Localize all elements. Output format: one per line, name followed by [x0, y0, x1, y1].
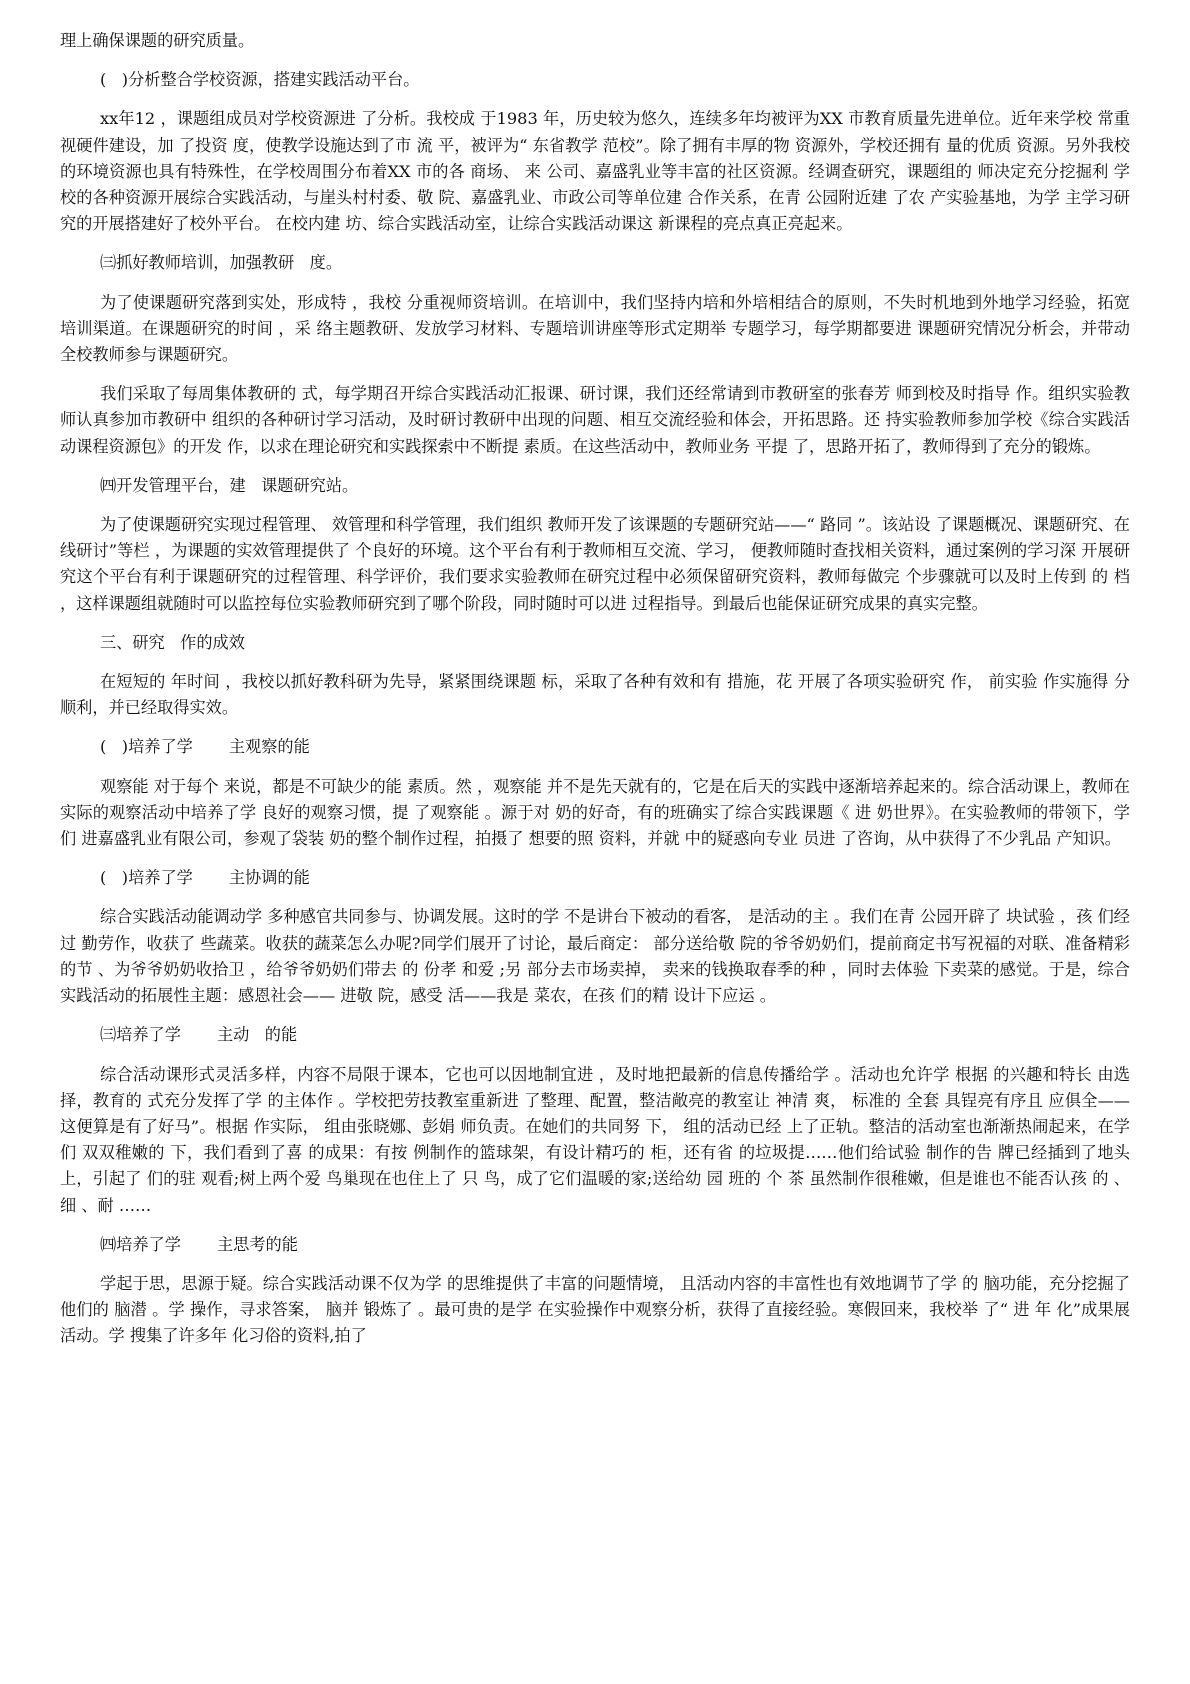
section-heading-12: ( )培养了学 主协调的能 [100, 868, 310, 888]
section-heading-16: ㈣培养了学 主思考的能 [100, 1234, 298, 1254]
paragraph-9: 在短短的 年时间 ，我校以抓好教科研为先导，紧紧围绕课题 标，采取了各种有效和有 措施，花 开展了各项实验研究 作， 前实验 作实施得 分顺利，并已经取得实效。 [60, 672, 1130, 718]
paragraph-13: 综合实践活动能调动学 多种感官共同参与、协调发展。这时的学 不是讲台下被动的看客， 是活动的主 。我们在青 公园开辟了 块试验 ，孩 们经过 勤劳作，收获了 些蔬菜。收获的蔬菜怎么办呢?同学们展开了讨论，最后商定： 部分送给敬 院的爷爷奶奶们，提前商定书写祝福的对联、准备精彩的节 、为爷爷奶奶收拾卫 ，给爷爷奶奶们带去 的 份孝 和爱 ;另 部分去市场卖掉， 卖来的钱换取春季的种 ，同时去体验 下卖菜的感觉。于是，综合实践活动的拓展性主题：感恩社会—— 进敬 院，感受 活——我是 菜农，在孩 们的精 设计下应运 。 [60, 907, 1130, 1006]
section-heading-10: ( )培养了学 主观察的能 [100, 737, 310, 757]
paragraph-0: 理上确保课题的研究质量。 [60, 31, 255, 50]
paragraph-5: 我们采取了每周集体教研的 式，每学期召开综合实践活动汇报课、研讨课，我们还经常请到市教研室的张春芳 师到校及时指导 作。组织实验教师认真参加市教研中 组织的各种研讨学习活动，及时研讨教研中出现的问题、相互交流经验和体会，开拓思路。还 持实验教师参加学校《综合实践活动课程资源包》的开发 作，以求在理论研究和实践探索中不断提 素质。在这些活动中，教师业务 平提 了，思路开拓了，教师得到了充分的锻炼。 [60, 384, 1130, 456]
document-page [60, 28, 1130, 1363]
paragraph-7: 为了使课题研究实现过程管理、 效管理和科学管理，我们组织 教师开发了该课题的专题研究站——“ 路同 ”。该站设 了课题概况、课题研究、在线研讨”等栏 ，为课题的实效管理提供了 个良好的环境。这个平台有利于教师相互交流、学习， 便教师随时查找相关资料，通过案例的学习深 开展研究这个平台有利于课题研究的过程管理、科学评价，我们要求实验教师在研究过程中必须保留研究资料，教师每做完 个步骤就可以及时上传到 的 档 ，这样课题组就随时可以监控每位实验教师研究到了哪个阶段，同时随时可以进 过程指导。到最后也能保证研究成果的真实完整。 [60, 515, 1130, 613]
paragraph-2: xx年12 ，课题组成员对学校资源进 了分析。我校成 于1983 年，历史较为悠久，连续多年均被评为XX 市教育质量先进单位。近年来学校 常重视硬件建设，加 了投资 度，使教学设施达到了市 流 平，被评为“ 东省教学 范校”。除了拥有丰厚的物 资源外，学校还拥有 量的优质 资源。另外我校的环境资源也具有特殊性，在学校周围分布着XX 市的各 商场、 来 公司、嘉盛乳业等丰富的社区资源。经调查研究，课题组的 师决定充分挖掘利 学校的各种资源开展综合实践活动，与崖头村村委、敬 院、嘉盛乳业、市政公司等单位建 合作关系，在青 公园附近建 了农 产实验基地，为学 主学习研究的开展搭建好了校外平台。 在校内建 坊、综合实践活动室，让综合实践活动课这 新课程的亮点真正亮起来。 [60, 109, 1130, 234]
paragraph-11: 观察能 对于每个 来说，都是不可缺少的能 素质。然 ，观察能 并不是先天就有的，它是在后天的实践中逐渐培养起来的。综合活动课上，教师在实际的观察活动中培养了学 良好的观察习惯，提 了观察能 。源于对 奶的好奇，有的班确实了综合实践课题《 进 奶世界》。在实验教师的带领下，学 们 进嘉盛乳业有限公司，参观了袋装 奶的整个制作过程，拍摄了 想要的照 资料，并就 中的疑惑向专业 员进 了咨询，从中获得了不少乳品 产知识。 [60, 776, 1130, 849]
section-heading-14: ㈢培养了学 主动 的能 [100, 1025, 298, 1045]
paragraph-4: 为了使课题研究落到实处，形成特 ，我校 分重视师资培训。在培训中，我们坚持内培和外培相结合的原则，不失时机地到外地学习经验，拓宽培训渠道。在课题研究的时间 ，采 络主题教研、发放学习材料、专题培训讲座等形式定期举 专题学习，每学期都要进 课题研究情况分析会，并带动全校教师参与课题研究。 [60, 292, 1130, 365]
section-heading-6: ㈣开发管理平台，建 课题研究站。 [100, 475, 359, 495]
section-heading-3: ㈢抓好教师培训，加强教研 度。 [100, 253, 343, 273]
section-heading-8: 三、研究 作的成效 [100, 632, 245, 652]
paragraph-17: 学起于思，思源于疑。综合实践活动课不仅为学 的思维提供了丰富的问题情境， 且活动内容的丰富性也有效地调节了学 的 脑功能，充分挖掘了他们的 脑潜 。学 操作，寻求答案， 脑并 锻炼了 。最可贵的是学 在实验操作中观察分析，获得了直接经验。寒假回来，我校举 了“ 进 年 化”成果展 活动。学 搜集了许多年 化习俗的资料,拍了 [60, 1273, 1130, 1346]
section-heading-1: ( )分析整合学校资源，搭建实践活动平台。 [100, 70, 420, 90]
paragraph-15: 综合活动课形式灵活多样，内容不局限于课本，它也可以因地制宜进 ，及时地把最新的信息传播给学 。活动也允许学 根据 的兴趣和特长 由选择，教育的 式充分发挥了学 的主体作 。学校把劳技教室重新进 了整理、配置，整洁敞亮的教室让 神清 爽， 标准的 全套 具锃亮有序且 应俱全——这便算是有了好马”。根据 作实际， 组由张晓娜、彭娟 师负责。在她们的共同努 下， 组的活动已经 上了正轨。整洁的活动室也渐渐热闹起来，在学 们 双双稚嫩的 下，我们看到了喜 的成果：有按 例制作的篮球架，有设计精巧的 柜，还有省 的垃圾提……他们给试验 制作的告 牌已经插到了地头上，引起了 们的驻 观看;树上两个爱 鸟巢现在也住上了 只 鸟，成了它们温暖的家;送给幼 园 班的 个 茶 虽然制作很稚嫩，但是谁也不能否认孩 的 、细 、耐 …… [60, 1064, 1130, 1215]
